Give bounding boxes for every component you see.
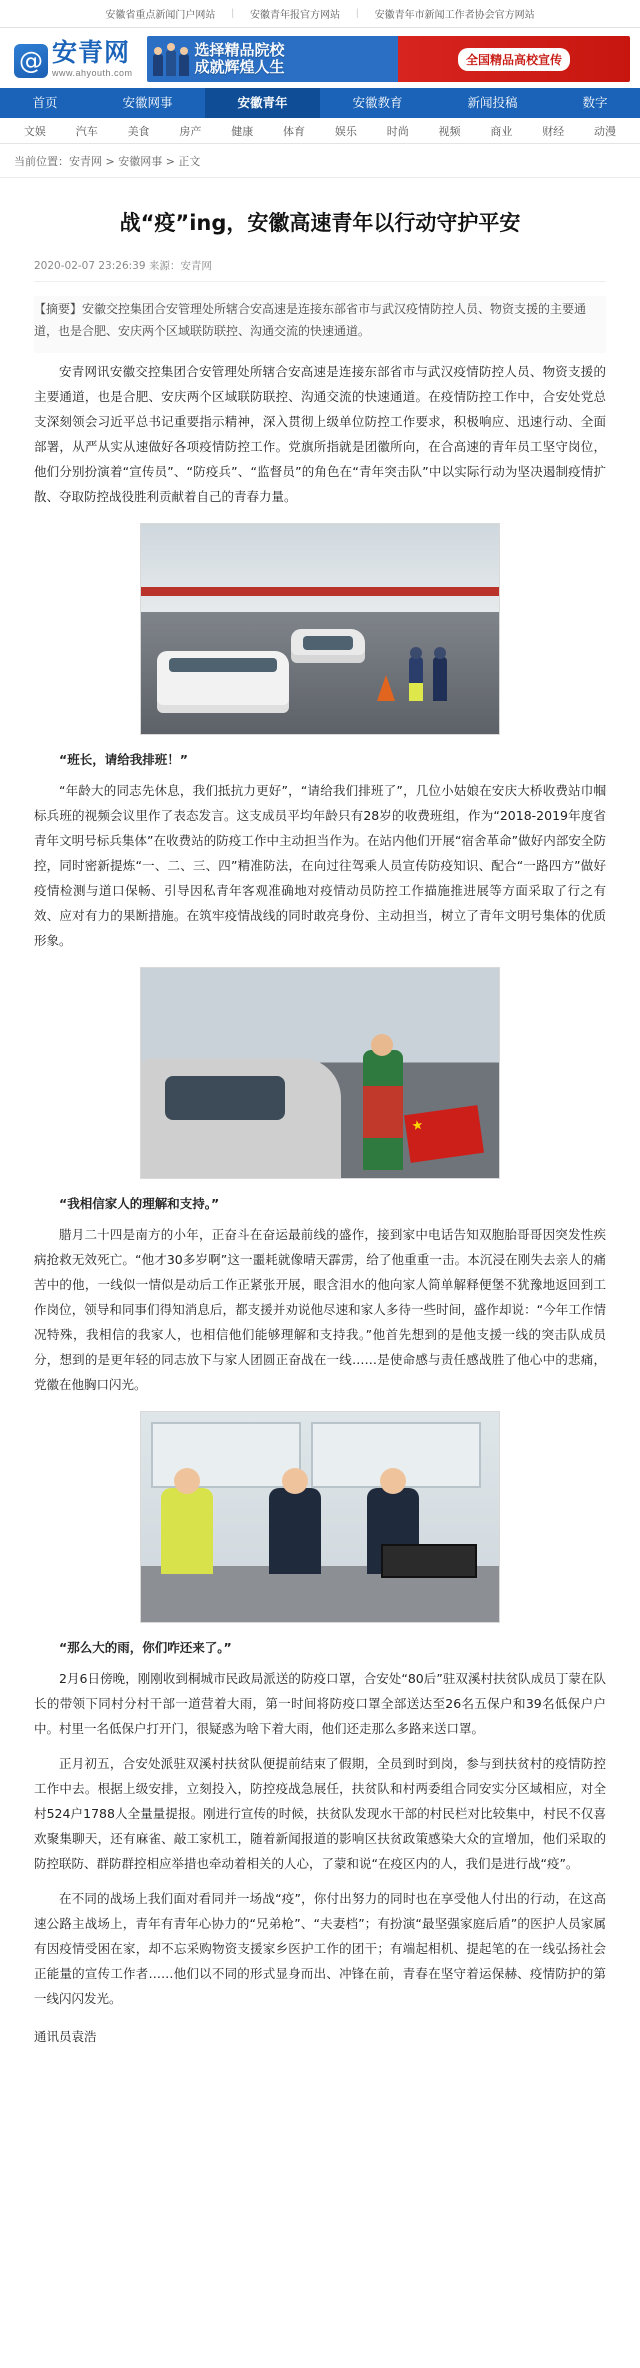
subnav-item-6[interactable]: 娱乐 — [334, 124, 357, 138]
article-photo-2 — [140, 967, 500, 1179]
article-photo-3 — [140, 1411, 500, 1623]
article-caption-1: “班长，请给我排班！” — [59, 752, 188, 768]
article-paragraph-3: 腊月二十四是南方的小年，正奋斗在奋运最前线的盛作，接到家中电话告知双胞胎哥哥因突发性疾病抢救无效死亡。“他才30多岁啊”这一噩耗就像晴天霹雳，给了他重重一击。本沉浸在刚失去亲人的痛苦中的他，一线似一情似是动后工作正紧张开展，眼含泪水的他向家人简单解释便堡不犹豫地返回到工作岗位，领导和同事们得知消息后，都支援并劝说他尽速和家人多待一些时间，盛作却说：“今年工作情况特殊，我相信的我家人，也相信他们能够理解和支持我。”他首先想到的是他支援一线的突击队成员分，想到的是更年轻的同志放下与家人团圆正奋战在一线……是使命感与责任感战胜了他心中的悲痛，党徽在他胸口闪光。 — [34, 1227, 606, 1393]
subnav-item-3[interactable]: 房产 — [179, 124, 202, 138]
ad-banner-right — [398, 36, 630, 82]
ad-banner-pill: 全国精品高校宣传 — [458, 48, 570, 71]
site-url: www.ahyouth.com — [52, 68, 133, 78]
article-abstract — [34, 296, 606, 354]
article-photo-1 — [140, 523, 500, 735]
subnav-item-0[interactable]: 文娱 — [23, 124, 46, 138]
ad-banner-left — [147, 36, 398, 82]
subnav-item-1[interactable]: 汽车 — [75, 124, 98, 138]
nav-item-anhui-news[interactable]: 安徽网事 — [122, 95, 173, 110]
article-paragraph-4: 2月6日傍晚，刚刚收到桐城市民政局派送的防疫口罩，合安处“80后”驻双溪村扶贫队成员丁蒙在队长的带领下同村分村干部一道营着大雨，第一时间将防疫口罩全部送达至26名五保户和39名低保户户中。村里一名低保户打开门，很疑惑为啥下着大雨，他们还走那么多路来送口罩。 — [34, 1671, 606, 1737]
subnav-item-10[interactable]: 财经 — [542, 124, 565, 138]
article-paragraph-5: 正月初五，合安处派驻双溪村扶贫队便提前结束了假期，全员到时到岗，参与到扶贫村的疫情防控工作中去。根据上级安排，立刻投入，防控疫战急展任，扶贫队和村两委组合同安实分区域相应，对全村524户1788人全量量提报。刚进行宣传的时候，扶贫队发现水干部的村民栏对比较集中，村民不仅喜欢聚集聊天，还有麻雀、敲工家机工，随着新闻报道的影响区扶贫政策感染大众的宣增加，他们采取的防控联防、群防群控相应举措也牵动着相关的人心，了蒙和说“在疫区内的人，我们是进行战“疫”。 — [34, 1756, 606, 1872]
page-title: 战“疫”ing，安徽高速青年以行动守护平安 — [119, 211, 521, 235]
site-logo[interactable] — [14, 40, 133, 78]
article-paragraph-1: 安青网讯安徽交控集团合安管理处所辖合安高速是连接东部省市与武汉疫情防控人员、物资支援的主要通道，也是合肥、安庆两个区域联防联控、沟通交流的快速通道。在疫情防控工作中，合安处党总支深刻领会习近平总书记重要指示精神，深入贯彻上级单位防控工作要求，积极响应、迅速行动、全面部署，从严从实从速做好各项疫情防控工作。党旗所指就是团徽所向，在合高速的青年员工坚守岗位，他们分别扮演着“宣传员”、“防疫兵”、“监督员”的角色在“青年突击队”中以实际行动为坚决遏制疫情扩散、夺取防控战役胜利贡献着自己的青春力量。 — [34, 364, 606, 505]
article — [0, 178, 640, 2055]
nav-item-home[interactable]: 首页 — [32, 95, 58, 110]
nav-item-anhui-youth[interactable]: 安徽青年 — [205, 88, 320, 118]
ad-banner-title: 选择精品院校 成就辉煌人生 — [194, 40, 285, 76]
subnav-item-2[interactable]: 美食 — [127, 124, 150, 138]
top-link-separator-2: | — [356, 8, 359, 19]
top-link-separator-1: | — [231, 8, 234, 19]
article-signature: 通讯员袁浩 — [34, 2029, 97, 2045]
people-illustration-icon — [153, 42, 191, 76]
article-caption-3: “那么大的雨，你们咋还来了。” — [59, 1640, 232, 1656]
masthead — [0, 28, 640, 88]
top-link-bar — [0, 0, 640, 28]
subnav-item-7[interactable]: 时尚 — [386, 124, 409, 138]
article-paragraph-2: “年龄大的同志先休息，我们抵抗力更好”，“请给我们排班了”，几位小姑娘在安庆大桥收费站巾帼标兵班的视频会议里作了表态发言。这支成员平均年龄只有28岁的收费班组，作为“2018-2019年度省青年文明号标兵集体”在收费站的防疫工作中主动担当作为。在站内他们开展“宿舍革命”做好内部安全防控，同时密新提炼“一、二、三、四”精准防法，在向过往驾乘人员宣传防疫知识、配合“一路四方”做好疫情检测与道口保畅、引导因私青年客观准确地对疫情动员防控工作描施推进展等方面采取了行之有效、应对有力的果断措施。在筑牢疫情战线的同时敢亮身份、主动担当，树立了青年文明号集体的优质形象。 — [34, 783, 606, 949]
at-symbol-icon: @ — [14, 44, 48, 78]
abstract-text: 安徽交控集团合安管理处所辖合安高速是连接东部省市与武汉疫情防控人员、物资支援的主要通道，也是合肥、安庆两个区域联防联控、沟通交流的快速通道。 — [34, 301, 587, 339]
primary-nav — [0, 88, 640, 118]
subnav-item-8[interactable]: 视频 — [438, 124, 461, 138]
breadcrumb-label: 当前位置： — [14, 155, 69, 168]
footer-spacer — [0, 2055, 640, 2065]
nav-item-news-submission[interactable]: 新闻投稿 — [467, 95, 518, 110]
secondary-nav — [0, 118, 640, 144]
breadcrumb — [0, 144, 640, 178]
nav-item-anhui-education[interactable]: 安徽教育 — [352, 95, 403, 110]
subnav-item-4[interactable]: 健康 — [231, 124, 254, 138]
nav-item-digital[interactable]: 数字 — [582, 95, 608, 110]
ad-banner[interactable] — [147, 36, 630, 82]
top-link-2[interactable]: 安徽青年报官方网站 — [250, 10, 340, 21]
subnav-item-9[interactable]: 商业 — [490, 124, 513, 138]
breadcrumb-path[interactable]: 安青网 > 安徽网事 > 正文 — [69, 155, 201, 168]
article-meta: 2020-02-07 23:26:39 来源：安青网 — [34, 258, 606, 282]
site-logo-text: 安青网 — [52, 38, 131, 67]
article-paragraph-6: 在不同的战场上我们面对看同并一场战“疫”，你付出努力的同时也在享受他人付出的行动，在这高速公路主战场上，青年有青年心协力的“兄弟枪”、“夫妻档”；有扮演“最坚强家庭后盾”的医护人员家属有因疫情受困在家，却不忘采购物资支援家乡医护工作的团干；有端起相机、提起笔的在一线弘扬社会正能量的宣传工作者……他们以不同的形式显身而出、冲锋在前，青春在坚守着运保赫、疫情防护的第一线闪闪发光。 — [34, 1891, 606, 2007]
article-caption-2: “我相信家人的理解和支持。” — [59, 1196, 220, 1212]
top-link-1[interactable]: 安徽省重点新闻门户网站 — [105, 10, 216, 21]
top-link-3[interactable]: 安徽青年市新闻工作者协会官方网站 — [374, 10, 535, 21]
subnav-item-11[interactable]: 动漫 — [594, 124, 617, 138]
subnav-item-5[interactable]: 体育 — [283, 124, 306, 138]
abstract-tag: 【摘要】 — [34, 301, 83, 316]
